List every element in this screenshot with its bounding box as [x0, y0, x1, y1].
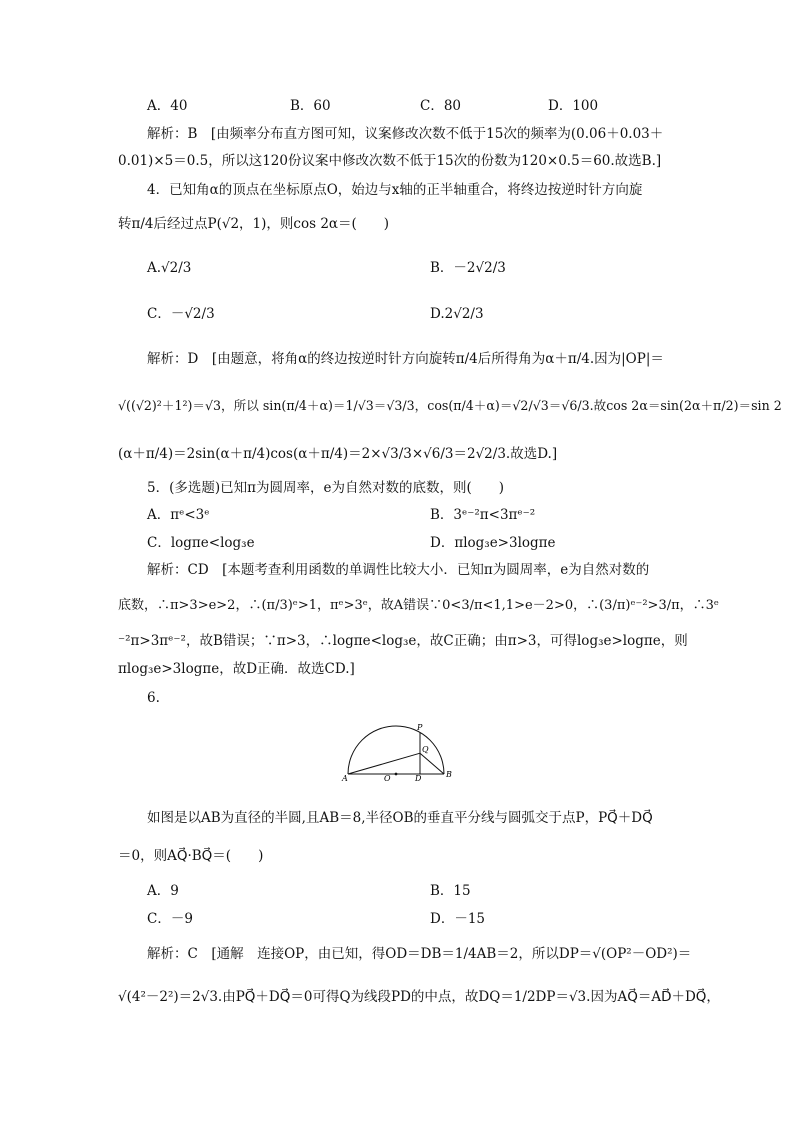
q5-option-d: D．πlog₃e>3logπe: [430, 535, 556, 551]
q3-option-a: A．40: [147, 98, 188, 114]
segment-aq: [348, 753, 420, 774]
q6-option-a: A．9: [147, 883, 179, 899]
q4-option-a: A.√2/3: [147, 260, 192, 276]
q5-stem: 5．(多选题)已知π为圆周率，e为自然对数的底数，则( ): [147, 480, 505, 496]
point-o: [395, 773, 398, 776]
q6-option-d: D．－15: [430, 911, 486, 927]
q6-number: 6.: [147, 690, 160, 706]
q5-option-a: A．πᵉ<3ᵉ: [147, 507, 210, 523]
q4-stem-line-1: 4．已知角α的顶点在坐标原点O，始边与x轴的正半轴重合，将终边按逆时针方向旋: [147, 182, 643, 198]
q5-solution-line-4: πlog₃e>3logπe，故D正确．故选CD.]: [118, 661, 355, 677]
q5-solution-line-3: ⁻²π>3πᵉ⁻²，故B错误；∵π>3，∴logπe<log₃e，故C正确；由π>3，可得log₃e>logπe，则: [118, 633, 688, 649]
q5-option-c: C．logπe<log₃e: [147, 535, 255, 551]
q5-option-b: B．3ᵉ⁻²π<3πᵉ⁻²: [430, 507, 536, 523]
label-p: P: [417, 723, 423, 732]
label-b: B: [446, 770, 452, 779]
q6-solution-line-1: 解析：C [通解 连接OP，由已知，得OD＝DB＝1/4AB＝2，所以DP＝√(OP²－OD²)＝: [147, 946, 692, 962]
semicircle-arc: [348, 726, 444, 774]
q4-solution-line-2: √((√2)²＋1²)＝√3，所以 sin(π/4＋α)＝1/√3＝√3/3，cos(π/4＋α)＝√2/√3＝√6/3.故cos 2α＝sin(2α＋π/2)＝sin 2: [118, 398, 782, 413]
q4-option-b: B．－2√2/3: [430, 260, 506, 276]
q6-option-b: B．15: [430, 883, 471, 899]
q4-solution-line-3: (α＋π/4)＝2sin(α＋π/4)cos(α＋π/4)＝2×√3/3×√6/3＝2√2/3.故选D.]: [118, 446, 558, 462]
label-a: A: [342, 774, 348, 782]
q3-option-b: B．60: [290, 98, 331, 114]
q4-solution-line-1: 解析：D [由题意，将角α的终边按逆时针方向旋转π/4后所得角为α＋π/4.因为|OP|＝: [147, 351, 664, 367]
q5-solution-line-1: 解析：CD [本题考查利用函数的单调性比较大小．已知π为圆周率，e为自然对数的: [147, 562, 650, 578]
q4-option-d: D.2√2/3: [430, 306, 484, 322]
label-q: Q: [422, 745, 429, 754]
q4-stem-line-2: 转π/4后经过点P(√2，1)，则cos 2α＝( ): [118, 216, 390, 232]
q3-option-c: C．80: [420, 98, 462, 114]
q6-solution-line-2: √(4²－2²)＝2√3.由PQ⃗＋DQ⃗＝0可得Q为线段PD的中点，故DQ＝1/2DP＝√3.因为AQ⃗＝AD⃗＋DQ⃗，: [118, 989, 720, 1005]
q6-stem-line-2: ＝0，则AQ⃗·BQ⃗＝( ): [118, 848, 264, 864]
q3-solution-line-1: 解析：B [由频率分布直方图可知，议案修改次数不低于15次的频率为(0.06＋0.03＋: [147, 126, 664, 142]
label-d: D: [415, 774, 422, 782]
q3-solution-line-2: 0.01)×5＝0.5，所以这120份议案中修改次数不低于15次的份数为120×0.5＝60.故选B.]: [118, 153, 662, 169]
q6-option-c: C．－9: [147, 911, 193, 927]
semicircle-figure: [340, 718, 460, 782]
q5-solution-line-2: 底数，∴π>3>e>2，∴(π/3)ᵉ>1，πᵉ>3ᵉ，故A错误∵0<3/π<1,1>e－2>0，∴(3/π)ᵉ⁻²>3/π，∴3ᵉ: [118, 598, 719, 613]
q4-option-c: C．－√2/3: [147, 306, 215, 322]
q3-option-d: D．100: [548, 98, 599, 114]
label-o: O: [384, 774, 391, 782]
q6-stem-line-1: 如图是以AB为直径的半圆,且AB＝8,半径OB的垂直平分线与圆弧交于点P，PQ⃗＋DQ⃗: [147, 810, 653, 826]
